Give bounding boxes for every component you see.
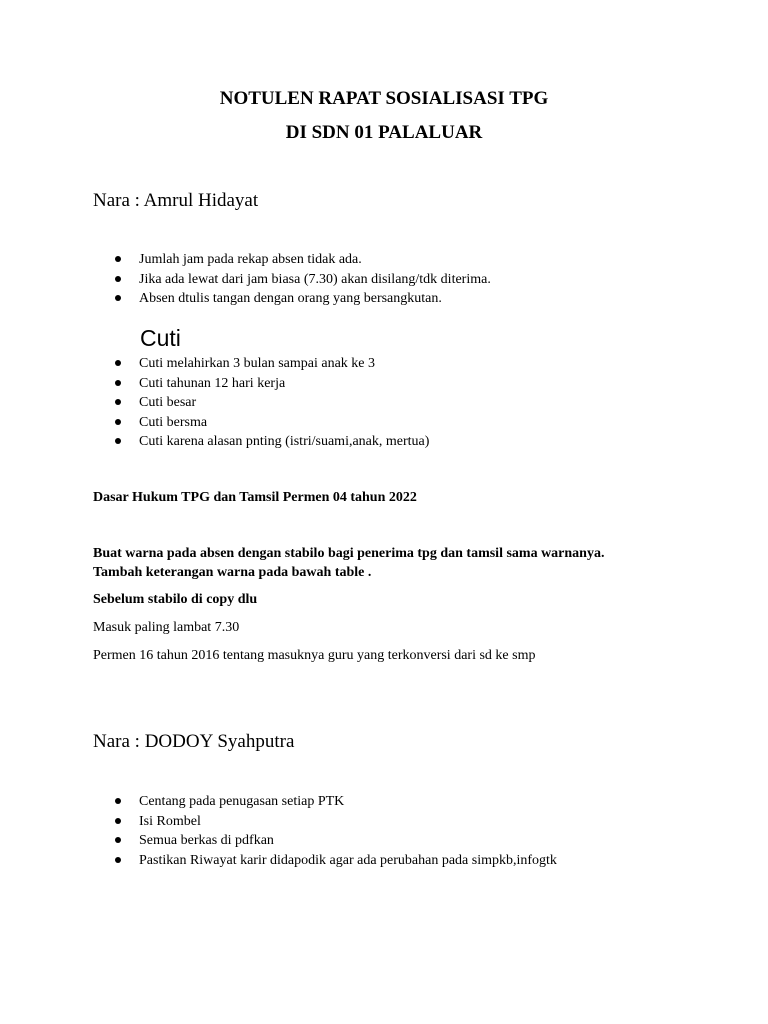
list-item: Isi Rombel [113, 812, 557, 832]
bullet-icon [115, 380, 121, 386]
bullet-icon [115, 360, 121, 366]
document-subtitle: DI SDN 01 PALALUAR [285, 122, 483, 143]
bullet-icon [115, 857, 121, 863]
list-item: Absen dtulis tangan dengan orang yang bersangkutan. [113, 289, 491, 309]
list-item: Centang pada penugasan setiap PTK [113, 792, 557, 812]
bullet-icon [115, 276, 121, 282]
list-item: Cuti tahunan 12 hari kerja [113, 374, 429, 394]
bullet-icon [115, 295, 121, 301]
bullet-icon [115, 438, 121, 444]
bullet-icon [115, 399, 121, 405]
bullet-icon [115, 818, 121, 824]
bullet-icon [115, 419, 121, 425]
list-item: Cuti karena alasan pnting (istri/suami,anak, mertua) [113, 432, 429, 452]
list-item: Cuti bersma [113, 413, 429, 433]
list-item: Cuti besar [113, 393, 429, 413]
cuti-list [113, 354, 429, 452]
bullet-icon [115, 256, 121, 262]
speaker1-notes-list [113, 250, 491, 309]
cuti-heading: Cuti [140, 325, 181, 351]
list-item: Cuti melahirkan 3 bulan sampai anak ke 3 [113, 354, 429, 374]
dasar-hukum-text: Dasar Hukum TPG dan Tamsil Permen 04 tahun 2022 [93, 490, 417, 505]
warna-instruction-line2: Tambah keterangan warna pada bawah table . [93, 565, 372, 580]
speaker-heading-amrul: Nara : Amrul Hidayat [93, 190, 259, 211]
list-item: Jumlah jam pada rekap absen tidak ada. [113, 250, 491, 270]
list-item: Semua berkas di pdfkan [113, 831, 557, 851]
list-item: Jika ada lewat dari jam biasa (7.30) akan disilang/tdk diterima. [113, 270, 491, 290]
document-title: NOTULEN RAPAT SOSIALISASI TPG [219, 88, 549, 109]
bullet-icon [115, 837, 121, 843]
speaker-heading-dodoy: Nara : DODOY Syahputra [93, 731, 295, 752]
speaker2-notes-list [113, 792, 557, 870]
permen16-note: Permen 16 tahun 2016 tentang masuknya guru yang terkonversi dari sd ke smp [93, 648, 536, 663]
masuk-note: Masuk paling lambat 7.30 [93, 620, 240, 635]
warna-instruction-line1: Buat warna pada absen dengan stabilo bagi penerima tpg dan tamsil sama warnanya. [93, 546, 605, 561]
bullet-icon [115, 798, 121, 804]
stabilo-note: Sebelum stabilo di copy dlu [93, 592, 258, 607]
list-item: Pastikan Riwayat karir didapodik agar ada perubahan pada simpkb,infogtk [113, 851, 557, 871]
